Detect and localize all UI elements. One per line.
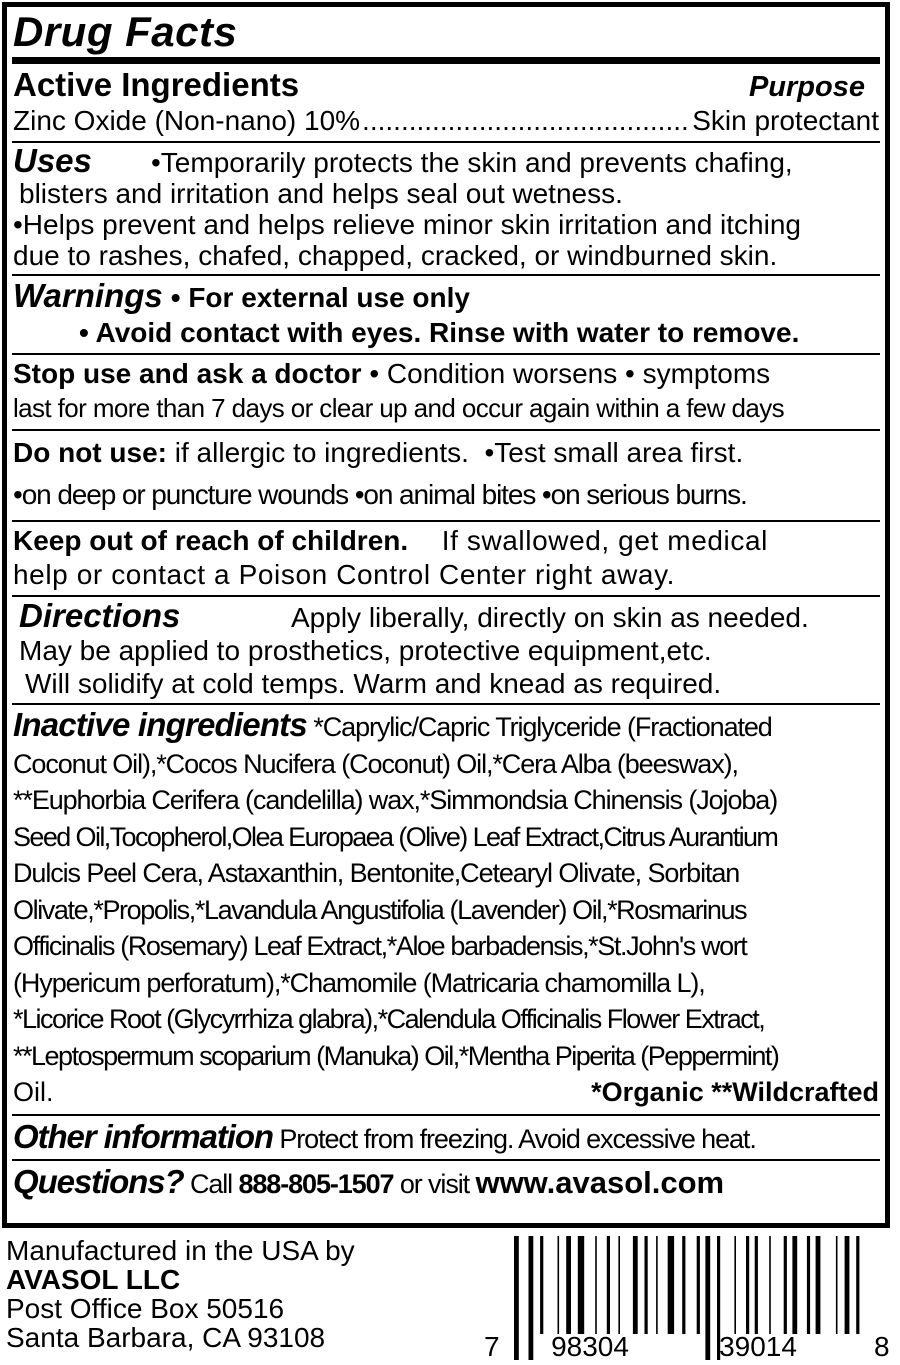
manufacturer-info — [6, 1236, 476, 1352]
divider — [12, 429, 880, 431]
barcode-bar — [755, 1236, 758, 1334]
directions-line: Will solidify at cold temps. Warm and knead as required. — [25, 668, 722, 699]
stop-use-line: last for more than 7 days or clear up and occur again within a few days — [13, 393, 785, 423]
upc-barcode — [478, 1232, 896, 1364]
divider — [12, 1159, 880, 1161]
uses-line: blisters and irritation and helps seal out wetness. — [19, 178, 623, 209]
divider — [12, 353, 880, 355]
barcode-bar — [792, 1236, 797, 1334]
keep-out-section — [13, 524, 879, 592]
divider — [12, 703, 880, 705]
other-information-text: Protect from freezing. Avoid excessive heat. — [279, 1123, 756, 1154]
uses-line: due to rashes, chafed, chapped, cracked, or windburned skin. — [13, 240, 778, 271]
barcode-bar — [540, 1236, 543, 1334]
barcode-bar — [816, 1236, 821, 1334]
inactive-ingredients-heading: Inactive ingredients — [13, 706, 307, 743]
stop-use-section — [13, 357, 879, 426]
do-not-use-heading: Do not use: — [13, 437, 167, 468]
barcode-bar — [558, 1236, 560, 1334]
questions-section — [13, 1163, 879, 1203]
other-information-section — [13, 1118, 879, 1158]
uses-line: •Helps prevent and helps relieve minor skin irritation and itching — [13, 209, 801, 240]
barcode-bar — [514, 1236, 519, 1360]
drug-facts-title: Drug Facts — [13, 8, 238, 55]
barcode-bar — [645, 1236, 648, 1334]
barcode-bar — [784, 1236, 787, 1334]
uses-heading: Uses — [13, 142, 92, 179]
barcode-bar — [607, 1236, 610, 1334]
barcode-bar — [845, 1236, 850, 1334]
barcode-digits-left: 98304 — [551, 1331, 629, 1362]
warnings-section — [13, 278, 879, 350]
warnings-line: • Avoid contact with eyes. Rinse with water to remove. — [79, 317, 800, 348]
active-ingredients-header — [13, 66, 879, 104]
active-ingredient-row — [13, 104, 879, 138]
keep-out-line: help or contact a Poison Control Center right away. — [13, 559, 675, 590]
inactive-line: Seed Oil,Tocopherol,Olea Europaea (Olive) Leaf Extract,Citrus Aurantium — [13, 821, 778, 852]
purpose-heading: Purpose — [748, 71, 865, 103]
inactive-line: Coconut Oil),*Cocos Nucifera (Coconut) Oil,*Cera Alba (beeswax), — [13, 748, 738, 779]
manufacturer-address: Santa Barbara, CA 93108 — [6, 1322, 326, 1353]
other-information-heading: Other information — [13, 1117, 273, 1155]
manufacturer-company: AVASOL LLC — [6, 1264, 181, 1295]
do-not-use-line: if allergic to ingredients. •Test small area first. — [174, 437, 744, 468]
divider — [12, 274, 880, 276]
drug-facts-panel — [2, 2, 890, 1228]
barcode-bar — [595, 1236, 597, 1334]
barcode-bar — [836, 1236, 838, 1334]
directions-section — [13, 599, 879, 700]
organic-footnote: *Organic **Wildcrafted — [591, 1077, 879, 1107]
barcode-bar — [529, 1236, 534, 1360]
barcode-bar — [697, 1236, 700, 1334]
inactive-ingredients-section — [13, 707, 879, 1111]
warnings-line: • For external use only — [170, 282, 470, 313]
barcode-bar — [618, 1236, 620, 1334]
stop-use-line: • Condition worsens • symptoms — [369, 358, 771, 389]
do-not-use-section — [13, 433, 879, 517]
uses-section — [13, 142, 879, 271]
barcode-bar — [807, 1236, 810, 1334]
active-ingredient: Zinc Oxide (Non-nano) 10% — [13, 105, 361, 136]
active-purpose: Skin protectant — [692, 105, 879, 136]
barcode-bar — [656, 1236, 658, 1334]
inactive-line: Oil. — [13, 1077, 54, 1107]
barcode-bar — [856, 1236, 859, 1334]
barcode-digit: 7 — [484, 1331, 500, 1362]
divider — [12, 1114, 880, 1116]
website: www.avasol.com — [475, 1164, 725, 1200]
questions-heading: Questions? — [13, 1162, 184, 1200]
phone-number: 888-805-1507 — [238, 1168, 394, 1199]
dot-leader — [362, 104, 690, 138]
uses-line: •Temporarily protects the skin and prevents chafing, — [151, 147, 793, 178]
barcode-digits-right: 39014 — [719, 1331, 797, 1362]
divider — [12, 520, 880, 522]
barcode-bar — [682, 1236, 685, 1334]
inactive-line: *Caprylic/Capric Triglyceride (Fractionated — [313, 712, 772, 742]
barcode-bar — [769, 1236, 771, 1334]
inactive-line: Olivate,*Propolis,*Lavandula Angustifolia (Lavender) Oil,*Rosmarinus — [13, 894, 747, 925]
inactive-line: (Hypericum perforatum),*Chamomile (Matricaria chamomilla L), — [13, 967, 705, 998]
barcode-bar — [566, 1236, 571, 1334]
directions-heading: Directions — [19, 597, 181, 634]
keep-out-heading: Keep out of reach of children. — [13, 525, 409, 556]
inactive-line: **Leptospermum scoparium (Manuka) Oil,*Mentha Piperita (Peppermint) — [13, 1040, 779, 1071]
barcode-bar — [578, 1236, 584, 1334]
barcode-bar — [734, 1236, 736, 1334]
inactive-line: Dulcis Peel Cera, Astaxanthin, Bentonite,Cetearyl Olivate, Sorbitan — [13, 858, 740, 888]
directions-line: Apply liberally, directly on skin as needed. — [291, 602, 809, 633]
barcode-bar — [633, 1236, 638, 1334]
manufacturer-address: Post Office Box 50516 — [6, 1293, 285, 1324]
stop-use-heading: Stop use and ask a doctor — [13, 358, 362, 389]
divider — [12, 141, 880, 143]
warnings-heading: Warnings — [13, 277, 163, 314]
barcode-bar — [746, 1236, 749, 1334]
active-ingredients-heading: Active Ingredients — [13, 66, 300, 103]
directions-line: May be applied to prosthetics, protective equipment,etc. — [19, 635, 712, 666]
do-not-use-line: •on deep or puncture wounds •on animal bites •on serious burns. — [13, 479, 747, 510]
barcode-bar — [705, 1236, 710, 1360]
barcode-digit: 8 — [874, 1331, 890, 1362]
barcode-bar — [668, 1236, 674, 1334]
inactive-line: Officinalis (Rosemary) Leaf Extract,*Aloe barbadensis,*St.John's wort — [13, 931, 747, 961]
keep-out-line: If swallowed, get medical — [441, 525, 768, 556]
inactive-line: **Euphorbia Cerifera (candelilla) wax,*Simmondsia Chinensis (Jojoba) — [13, 785, 778, 815]
questions-call: Call — [189, 1168, 233, 1199]
divider — [12, 57, 880, 64]
inactive-line: *Licorice Root (Glycyrrhiza glabra),*Calendula Officinalis Flower Extract, — [13, 1004, 765, 1034]
questions-or-visit: or visit — [399, 1168, 470, 1199]
manufacturer-line: Manufactured in the USA by — [6, 1235, 355, 1266]
